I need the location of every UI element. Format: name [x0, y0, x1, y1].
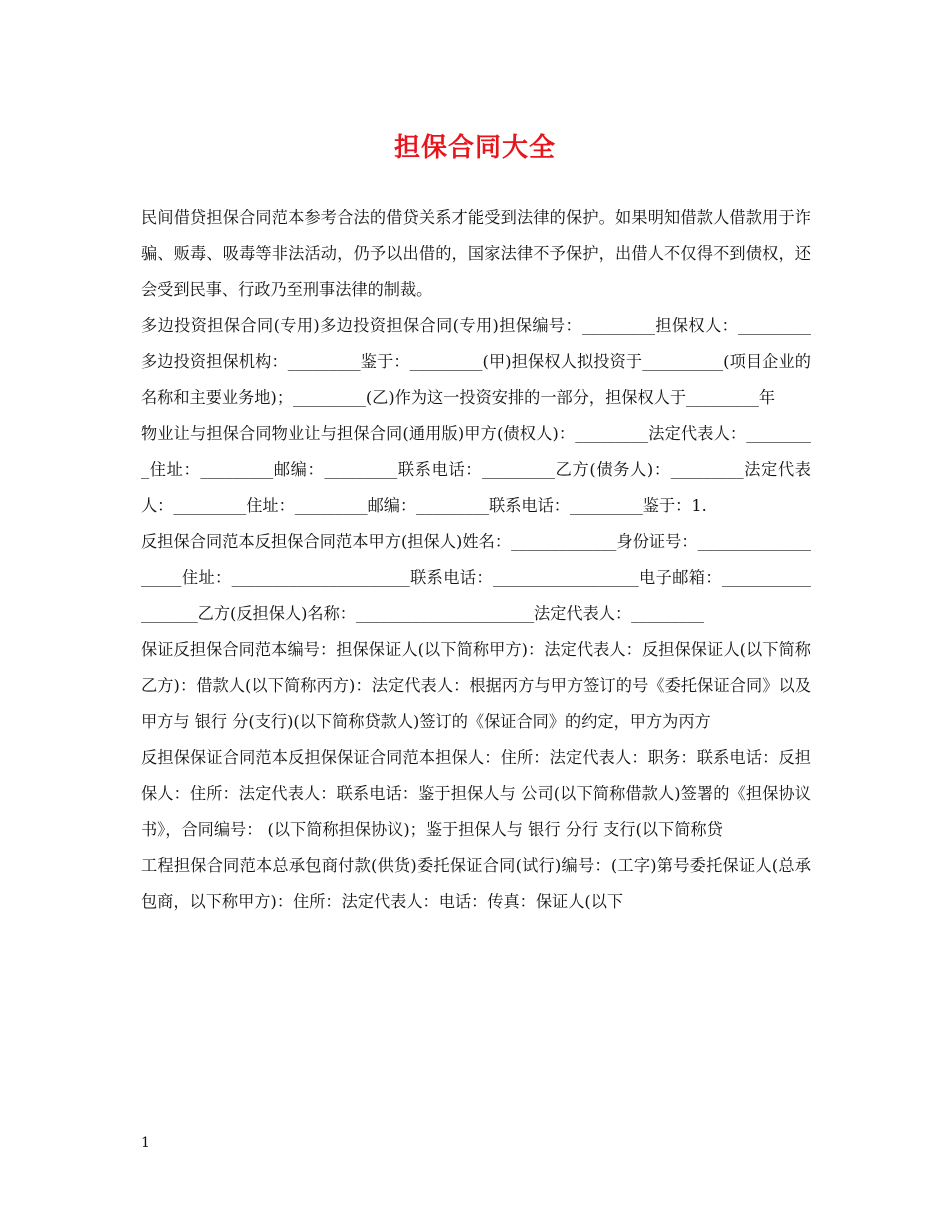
- paragraph-surety-counter-guarantee: 保证反担保合同范本编号：担保保证人(以下简称甲方)：法定代表人：反担保保证人(以下简称乙方)：借款人(以下简称丙方)：法定代表人：根据丙方与甲方签订的号《委托保证合同》以及甲方与 银行 分(支行)(以下简称贷款人)签订的《保证合同》的约定，甲方为丙方: [141, 640, 811, 731]
- document-body: [141, 200, 811, 920]
- paragraph-property-transfer-guarantee: 物业让与担保合同物业让与担保合同(通用版)甲方(债权人)：_________法定代表人：_________住址：_________邮编：_________联系电话：_________乙方(债务人)：_________法定代表人：_________住址：_________邮编：_________联系电话：_________鉴于：1.: [141, 424, 811, 515]
- paragraph-intro: 民间借贷担保合同范本参考合法的借贷关系才能受到法律的保护。如果明知借款人借款用于诈骗、贩毒、吸毒等非法活动，仍予以出借的，国家法律不予保护，出借人不仅得不到债权，还会受到民事、行政乃至刑事法律的制裁。: [141, 208, 811, 299]
- paragraph-counter-guarantee-contract: 反担保合同范本反担保合同范本甲方(担保人)姓名：_____________身份证号：___________________住址：______________________联系电话：__________________电子邮箱：__________________乙方(反担保人)名称：______________________法定代表人：_________: [141, 532, 811, 623]
- page-number: 1: [141, 1135, 150, 1151]
- page-title: 担保合同大全: [393, 133, 556, 163]
- paragraph-multilateral-investment-guarantee: 多边投资担保合同(专用)多边投资担保合同(专用)担保编号：_________担保权人：_________多边投资担保机构：_________鉴于：_________(甲)担保权人拟投资于__________(项目企业的名称和主要业务地)；_________(乙)作为这一投资安排的一部分，担保权人于_________年: [141, 316, 811, 407]
- paragraph-counter-guarantee-surety-contract: 反担保保证合同范本反担保保证合同范本担保人：住所：法定代表人：职务：联系电话：反担保人：住所：法定代表人：联系电话：鉴于担保人与 公司(以下简称借款人)签署的《担保协议书》，合同编号： (以下简称担保协议)；鉴于担保人与 银行 分行 支行(以下简称贷: [141, 748, 811, 839]
- paragraph-engineering-guarantee: 工程担保合同范本总承包商付款(供货)委托保证合同(试行)编号：(工字)第号委托保证人(总承包商，以下称甲方)：住所：法定代表人：电话：传真：保证人(以下: [141, 856, 811, 911]
